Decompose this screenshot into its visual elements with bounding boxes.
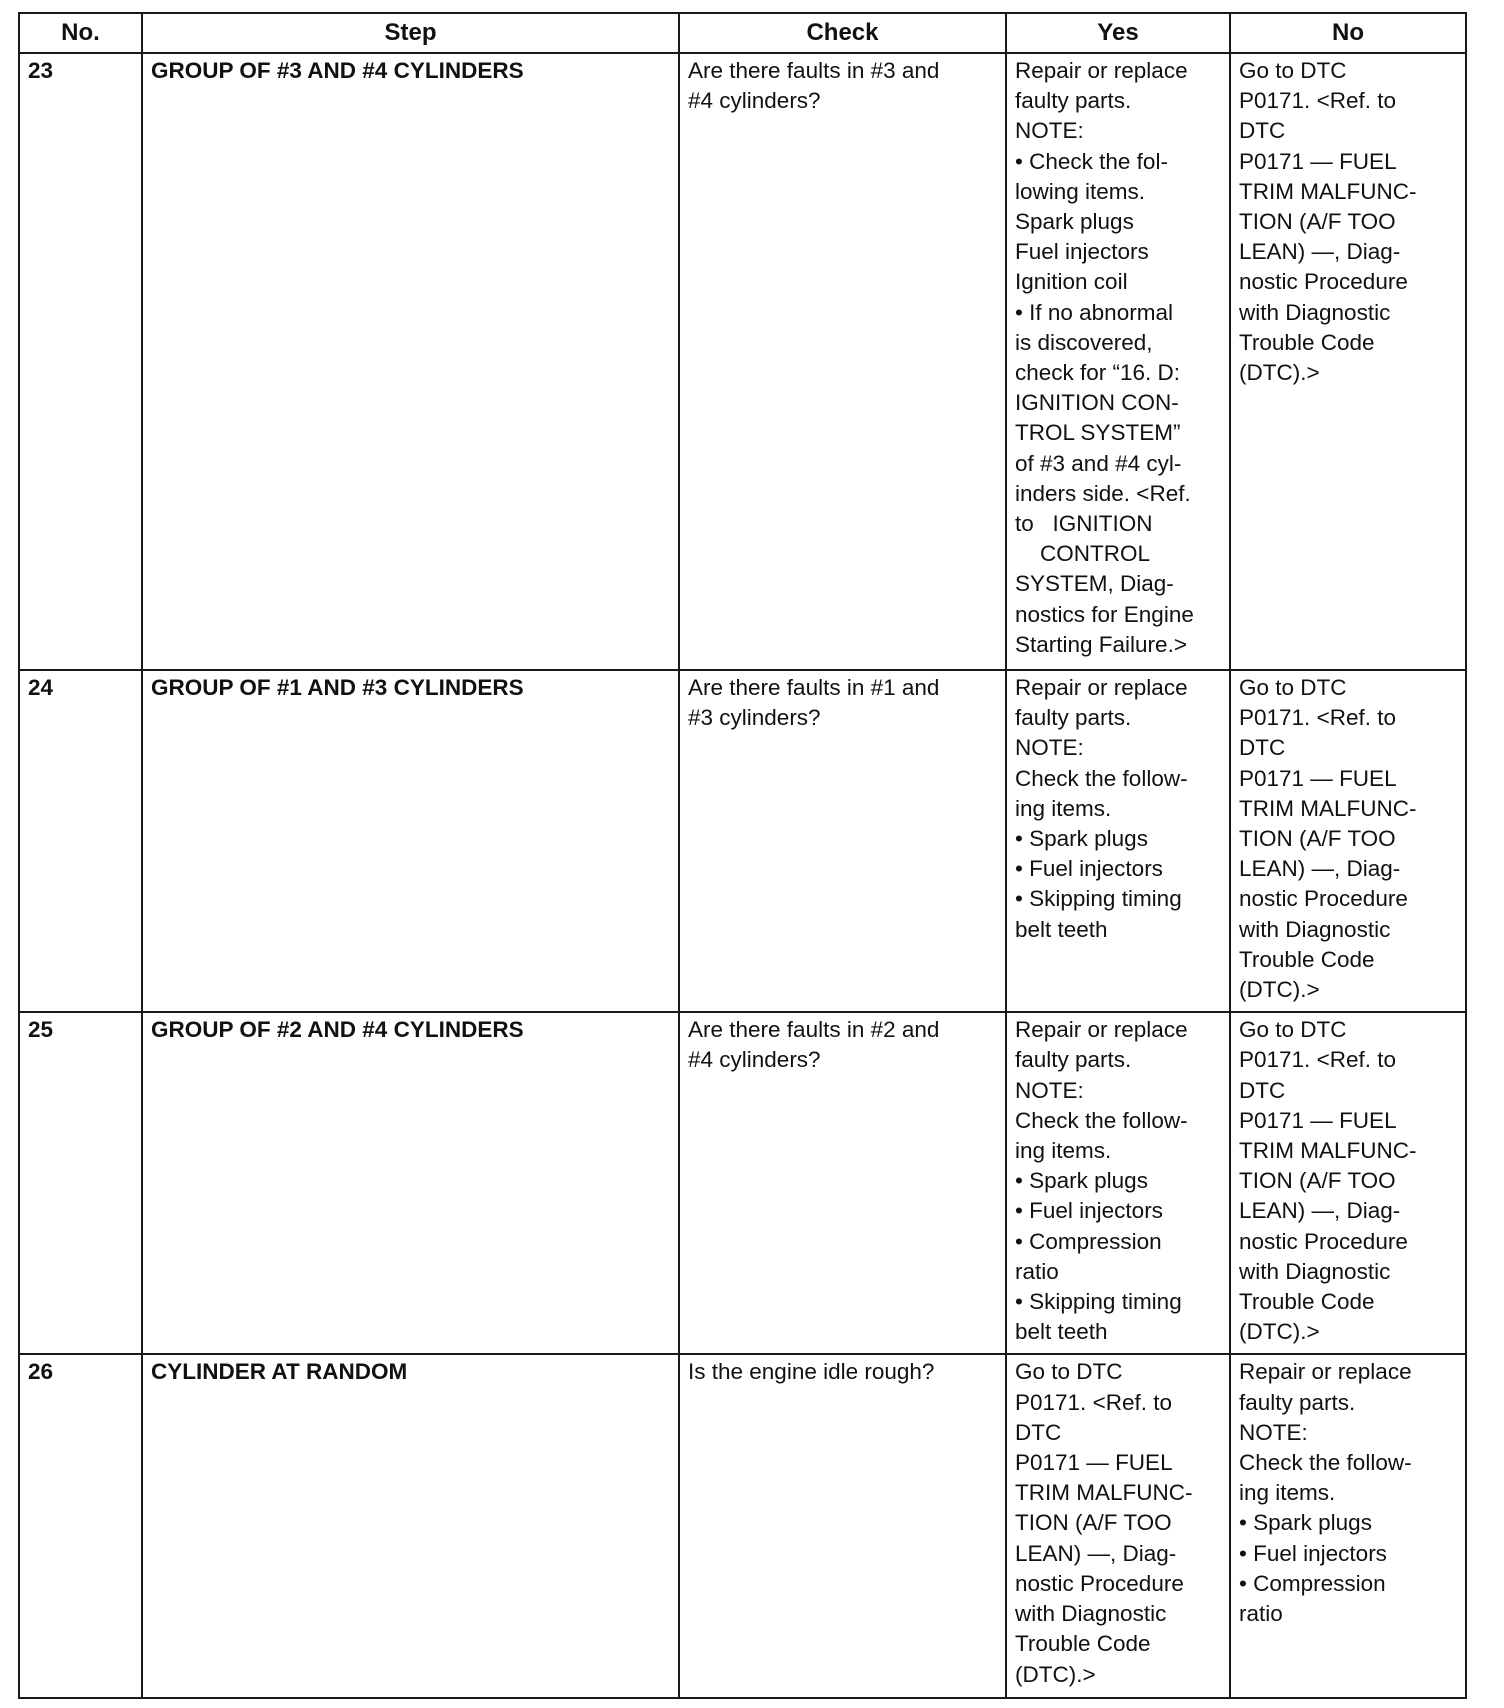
yes-action-line: • Fuel injectors	[1015, 856, 1163, 882]
yes-action-line: is discovered,	[1015, 329, 1153, 355]
no-action-line: TION (A/F TOO	[1239, 1168, 1396, 1194]
yes-action-line: Repair or replace	[1015, 58, 1188, 83]
no-action-line: Trouble Code	[1239, 1289, 1375, 1315]
no-action-line: TRIM MALFUNC-	[1239, 178, 1417, 204]
yes-action-line: faulty parts.	[1015, 1047, 1132, 1073]
no-action-line: LEAN) —, Diag-	[1239, 239, 1401, 265]
check-question-cell	[679, 1012, 1006, 1354]
no-action-line: nostic Procedure	[1239, 1228, 1408, 1254]
yes-action-line: • Check the fol-	[1015, 148, 1168, 174]
yes-action-line: nostic Procedure	[1015, 1570, 1184, 1596]
yes-action-line: NOTE:	[1015, 735, 1084, 761]
yes-action-line: TION (A/F TOO	[1015, 1510, 1172, 1536]
no-action-line: Trouble Code	[1239, 946, 1375, 972]
no-action-line: LEAN) —, Diag-	[1239, 856, 1401, 882]
yes-action-line: • Fuel injectors	[1015, 1198, 1163, 1224]
no-action-line: ratio	[1239, 1601, 1283, 1627]
yes-action-line: • Skipping timing	[1015, 886, 1182, 912]
header-row	[19, 13, 1466, 53]
check-question-line: #3 cylinders?	[688, 705, 821, 731]
yes-action-line: IGNITION CON-	[1015, 390, 1179, 416]
check-question-cell	[679, 53, 1006, 670]
yes-action-cell	[1006, 670, 1230, 1012]
no-action-line: with Diagnostic	[1239, 299, 1391, 325]
check-question-cell	[679, 1354, 1006, 1698]
yes-action-line: lowing items.	[1015, 178, 1146, 204]
yes-action-line: Check the follow-	[1015, 765, 1188, 791]
check-question-line: #4 cylinders?	[688, 1047, 821, 1073]
no-action-line: • Spark plugs	[1239, 1510, 1372, 1536]
no-action-line: Go to DTC	[1239, 1017, 1347, 1043]
no-action-line: DTC	[1239, 1077, 1286, 1103]
no-action-line: P0171. <Ref. to	[1239, 1047, 1396, 1073]
yes-action-line: inders side. <Ref.	[1015, 480, 1191, 506]
no-action-line: Repair or replace	[1239, 1359, 1412, 1385]
yes-action-line: check for “16. D:	[1015, 360, 1181, 386]
diagnostic-table	[18, 12, 1467, 1699]
check-question-line: Are there faults in #3 and	[688, 58, 940, 83]
no-action-line: faulty parts.	[1239, 1389, 1356, 1415]
yes-action-line: faulty parts.	[1015, 705, 1132, 731]
yes-action-line: Spark plugs	[1015, 209, 1134, 235]
yes-action-line: Repair or replace	[1015, 1017, 1188, 1043]
no-action-line: nostic Procedure	[1239, 269, 1408, 295]
header-no-action: No	[1230, 13, 1466, 53]
header-no: No.	[19, 13, 142, 53]
yes-action-line: to IGNITION	[1015, 511, 1153, 537]
no-action-line: • Fuel injectors	[1239, 1540, 1387, 1566]
no-action-line: Go to DTC	[1239, 58, 1347, 83]
step-number-cell: 24	[19, 670, 142, 1012]
yes-action-line: DTC	[1015, 1419, 1062, 1445]
step-title-cell: GROUP OF #3 AND #4 CYLINDERS	[142, 53, 679, 670]
no-action-line: (DTC).>	[1239, 977, 1320, 1003]
yes-action-line: belt teeth	[1015, 916, 1108, 942]
table-row	[19, 53, 1466, 670]
no-action-line: (DTC).>	[1239, 1319, 1320, 1345]
step-title-cell: GROUP OF #1 AND #3 CYLINDERS	[142, 670, 679, 1012]
header-check: Check	[679, 13, 1006, 53]
no-action-cell	[1230, 1354, 1466, 1698]
yes-action-line: NOTE:	[1015, 1077, 1084, 1103]
check-question-line: Is the engine idle rough?	[688, 1359, 935, 1385]
no-action-line: LEAN) —, Diag-	[1239, 1198, 1401, 1224]
check-question-line: #4 cylinders?	[688, 88, 821, 114]
check-question-cell	[679, 670, 1006, 1012]
no-action-line: (DTC).>	[1239, 360, 1320, 386]
yes-action-line: P0171 — FUEL	[1015, 1450, 1173, 1476]
no-action-line: TION (A/F TOO	[1239, 209, 1396, 235]
header-yes: Yes	[1006, 13, 1230, 53]
no-action-line: DTC	[1239, 118, 1286, 144]
no-action-line: ing items.	[1239, 1480, 1336, 1506]
yes-action-line: Repair or replace	[1015, 675, 1188, 700]
yes-action-line: ratio	[1015, 1258, 1059, 1284]
yes-action-line: NOTE:	[1015, 118, 1084, 144]
yes-action-line: LEAN) —, Diag-	[1015, 1540, 1177, 1566]
no-action-line: TRIM MALFUNC-	[1239, 1138, 1417, 1164]
no-action-cell	[1230, 670, 1466, 1012]
yes-action-cell	[1006, 1354, 1230, 1698]
no-action-line: DTC	[1239, 735, 1286, 761]
no-action-line: with Diagnostic	[1239, 916, 1391, 942]
yes-action-line: Ignition coil	[1015, 269, 1128, 295]
step-title-cell: GROUP OF #2 AND #4 CYLINDERS	[142, 1012, 679, 1354]
no-action-line: with Diagnostic	[1239, 1258, 1391, 1284]
no-action-line: TION (A/F TOO	[1239, 826, 1396, 852]
check-question-line: Are there faults in #2 and	[688, 1017, 940, 1043]
no-action-line: Trouble Code	[1239, 329, 1375, 355]
yes-action-line: TRIM MALFUNC-	[1015, 1480, 1193, 1506]
table-body	[19, 53, 1466, 1698]
yes-action-line: Trouble Code	[1015, 1631, 1151, 1657]
yes-action-line: Fuel injectors	[1015, 239, 1149, 265]
no-action-line: P0171 — FUEL	[1239, 148, 1397, 174]
no-action-cell	[1230, 1012, 1466, 1354]
yes-action-line: • If no abnormal	[1015, 299, 1173, 325]
no-action-line: Go to DTC	[1239, 675, 1347, 700]
check-question-line: Are there faults in #1 and	[688, 675, 940, 700]
table-row	[19, 1354, 1466, 1698]
yes-action-line: P0171. <Ref. to	[1015, 1389, 1172, 1415]
no-action-line: P0171. <Ref. to	[1239, 88, 1396, 114]
yes-action-line: • Compression	[1015, 1228, 1162, 1254]
no-action-line: nostic Procedure	[1239, 886, 1408, 912]
yes-action-line: • Skipping timing	[1015, 1289, 1182, 1315]
no-action-line: • Compression	[1239, 1570, 1386, 1596]
yes-action-line: ing items.	[1015, 1138, 1112, 1164]
no-action-cell	[1230, 53, 1466, 670]
step-title-cell: CYLINDER AT RANDOM	[142, 1354, 679, 1698]
yes-action-line: Go to DTC	[1015, 1359, 1123, 1385]
no-action-line: NOTE:	[1239, 1419, 1308, 1445]
yes-action-line: TROL SYSTEM”	[1015, 420, 1181, 446]
no-action-line: P0171 — FUEL	[1239, 765, 1397, 791]
yes-action-line: belt teeth	[1015, 1319, 1108, 1345]
yes-action-line: CONTROL	[1015, 541, 1151, 567]
table-header	[19, 13, 1466, 53]
yes-action-line: nostics for Engine	[1015, 601, 1194, 627]
yes-action-line: with Diagnostic	[1015, 1601, 1167, 1627]
no-action-line: Check the follow-	[1239, 1450, 1412, 1476]
yes-action-line: • Spark plugs	[1015, 1168, 1148, 1194]
yes-action-line: of #3 and #4 cyl-	[1015, 450, 1182, 476]
yes-action-cell	[1006, 1012, 1230, 1354]
yes-action-cell	[1006, 53, 1230, 670]
yes-action-line: Starting Failure.>	[1015, 631, 1187, 657]
yes-action-line: • Spark plugs	[1015, 826, 1148, 852]
table-row	[19, 670, 1466, 1012]
step-number-cell: 25	[19, 1012, 142, 1354]
yes-action-line: Check the follow-	[1015, 1107, 1188, 1133]
header-step: Step	[142, 13, 679, 53]
yes-action-line: (DTC).>	[1015, 1661, 1096, 1687]
step-number-cell: 23	[19, 53, 142, 670]
yes-action-line: SYSTEM, Diag-	[1015, 571, 1174, 597]
step-number-cell: 26	[19, 1354, 142, 1698]
no-action-line: P0171. <Ref. to	[1239, 705, 1396, 731]
table-row	[19, 1012, 1466, 1354]
yes-action-line: ing items.	[1015, 795, 1112, 821]
no-action-line: TRIM MALFUNC-	[1239, 795, 1417, 821]
yes-action-line: faulty parts.	[1015, 88, 1132, 114]
no-action-line: P0171 — FUEL	[1239, 1107, 1397, 1133]
